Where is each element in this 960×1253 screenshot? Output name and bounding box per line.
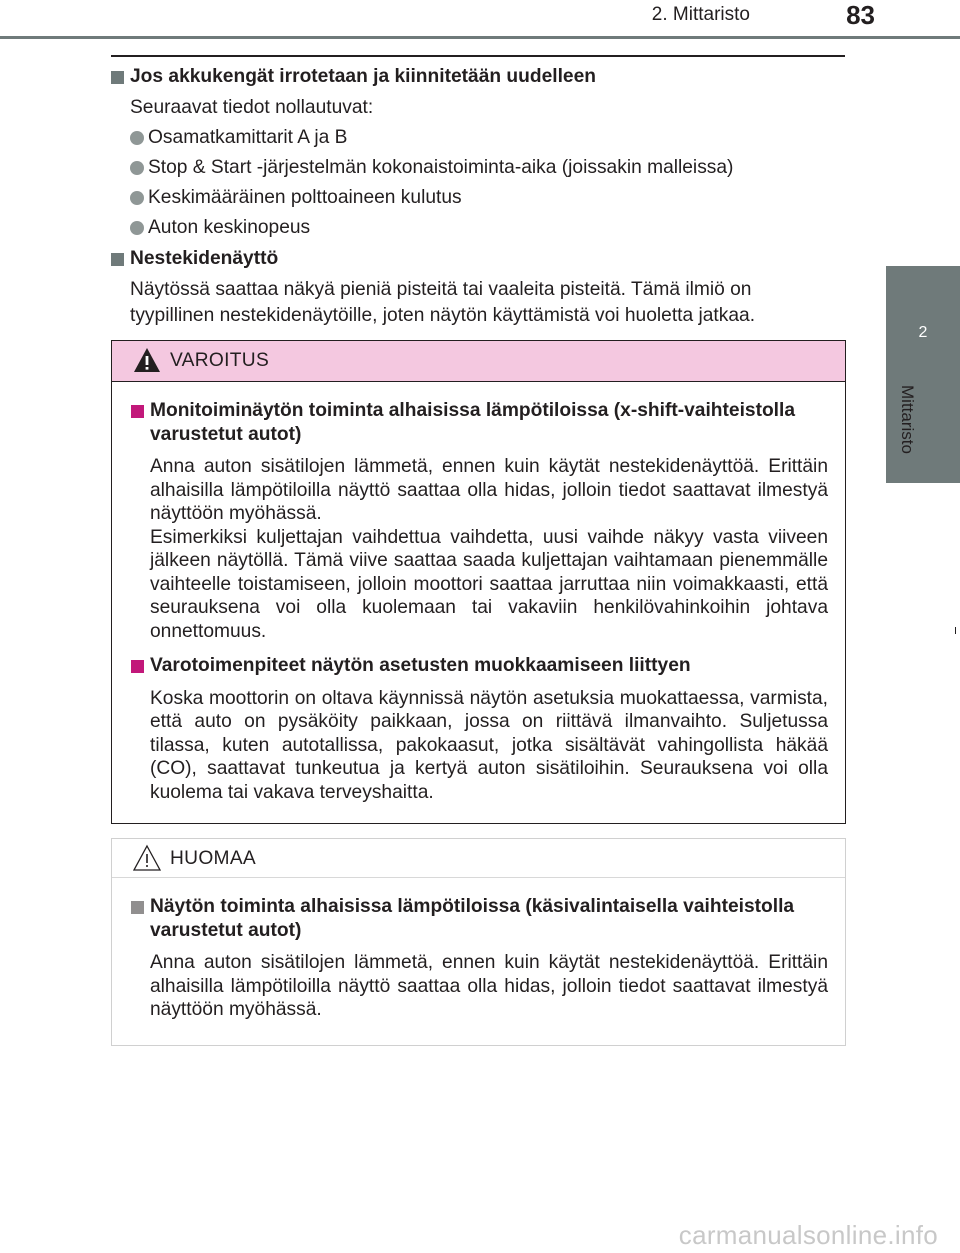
list-item: Stop & Start -järjestelmän kokonaistoiminta-aika (joissakin malleissa) bbox=[111, 155, 841, 181]
battery-intro: Seuraavat tiedot nollautuvat: bbox=[130, 97, 374, 118]
section-rule bbox=[111, 55, 845, 57]
warning-text-1b: Esimerkiksi kuljettajan vaihdettua vaihdetta, uusi vaihde näkyy vasta viiveen jälkeen näytöllä. Tämä viive saattaa saada kuljettajan vaihtamaan pienemmälle vaihteelle toistamiseen, jolloin moottori saattaa jarruttaa niin voimakkaasti, että seurauksena voi olla kuolemaan tai vakaviin henkilövahinkoihin johtava onnettomuus. bbox=[150, 526, 828, 642]
list-item: Keskimääräinen polttoaineen kulutus bbox=[111, 185, 841, 211]
square-bullet-icon bbox=[131, 660, 144, 673]
caution-outline-triangle-icon bbox=[132, 843, 162, 873]
warning-heading-2: Varotoimenpiteet näytön asetusten muokkaamiseen liittyen bbox=[131, 654, 828, 678]
warning-label: VAROITUS bbox=[170, 350, 270, 371]
circle-bullet-icon bbox=[130, 221, 144, 235]
note-box bbox=[111, 838, 846, 1046]
margin-tick bbox=[955, 627, 956, 634]
note-text-1: Anna auton sisätilojen lämmetä, ennen kuin käytät nestekidenäyttöä. Erittäin alhaisilla lämpötiloilla näyttö saattaa olla hidas, jolloin tiedot saattavat ilmestyä näyttöön myöhässä. bbox=[150, 952, 828, 1020]
note-heading-1: Näytön toiminta alhaisissa lämpötiloissa (käsivalintaisella vaihteistolla varustetut autot) bbox=[131, 895, 828, 942]
battery-heading: Jos akkukengät irrotetaan ja kiinnitetään uudelleen bbox=[111, 64, 841, 90]
warning-text-1a: Anna auton sisätilojen lämmetä, ennen kuin käytät nestekidenäyttöä. Erittäin alhaisilla lämpötiloilla näyttö saattaa olla hidas, jolloin tiedot saattavat ilmestyä näyttöön myöhässä. bbox=[150, 456, 828, 524]
note-body bbox=[112, 878, 828, 1022]
square-bullet-icon bbox=[111, 253, 124, 266]
watermark: carmanualsonline.info bbox=[678, 1220, 938, 1250]
warning-body bbox=[112, 382, 828, 804]
warning-header bbox=[112, 341, 845, 382]
lcd-heading: Nestekidenäyttö bbox=[111, 246, 841, 272]
page-number: 83 bbox=[846, 0, 875, 30]
list-item: Auton keskinopeus bbox=[111, 215, 841, 241]
chapter-tab-number: 2 bbox=[918, 324, 928, 341]
list-item: Osamatkamittarit A ja B bbox=[111, 125, 841, 151]
header-section-title: 2. Mittaristo bbox=[651, 4, 750, 25]
circle-bullet-icon bbox=[130, 161, 144, 175]
header-rule bbox=[0, 36, 960, 39]
square-bullet-icon bbox=[131, 405, 144, 418]
circle-bullet-icon bbox=[130, 131, 144, 145]
warning-triangle-icon bbox=[132, 345, 162, 375]
main-content bbox=[111, 64, 841, 329]
square-bullet-icon bbox=[111, 71, 124, 84]
circle-bullet-icon bbox=[130, 191, 144, 205]
lcd-text: Näytössä saattaa näkyä pieniä pisteitä tai vaaleita pisteitä. Tämä ilmiö on tyypillinen nestekidenäytöille, joten näytön käyttämistä voi huoletta jatkaa. bbox=[130, 279, 756, 326]
warning-heading-1: Monitoiminäytön toiminta alhaisissa lämpötiloissa (x-shift-vaihteistolla varustetut autot) bbox=[131, 399, 828, 446]
note-label: HUOMAA bbox=[170, 848, 257, 869]
note-header bbox=[112, 839, 845, 878]
chapter-tab-label: Mittaristo bbox=[898, 385, 917, 454]
warning-box bbox=[111, 340, 846, 824]
square-bullet-icon bbox=[131, 901, 144, 914]
warning-text-2: Koska moottorin on oltava käynnissä näytön asetuksia muokattaessa, varmista, että auto on pysäköity paikkaan, jossa on riittävä ilmanvaihto. Suljetussa tilassa, kuten autotallissa, pakokaasut, jotka sisältävät vahingollista häkää (CO), saattavat tunkeutua ja kertyä auton sisätiloihin. Seurauksena voi olla kuolema tai vakava terveyshaitta. bbox=[150, 687, 828, 803]
